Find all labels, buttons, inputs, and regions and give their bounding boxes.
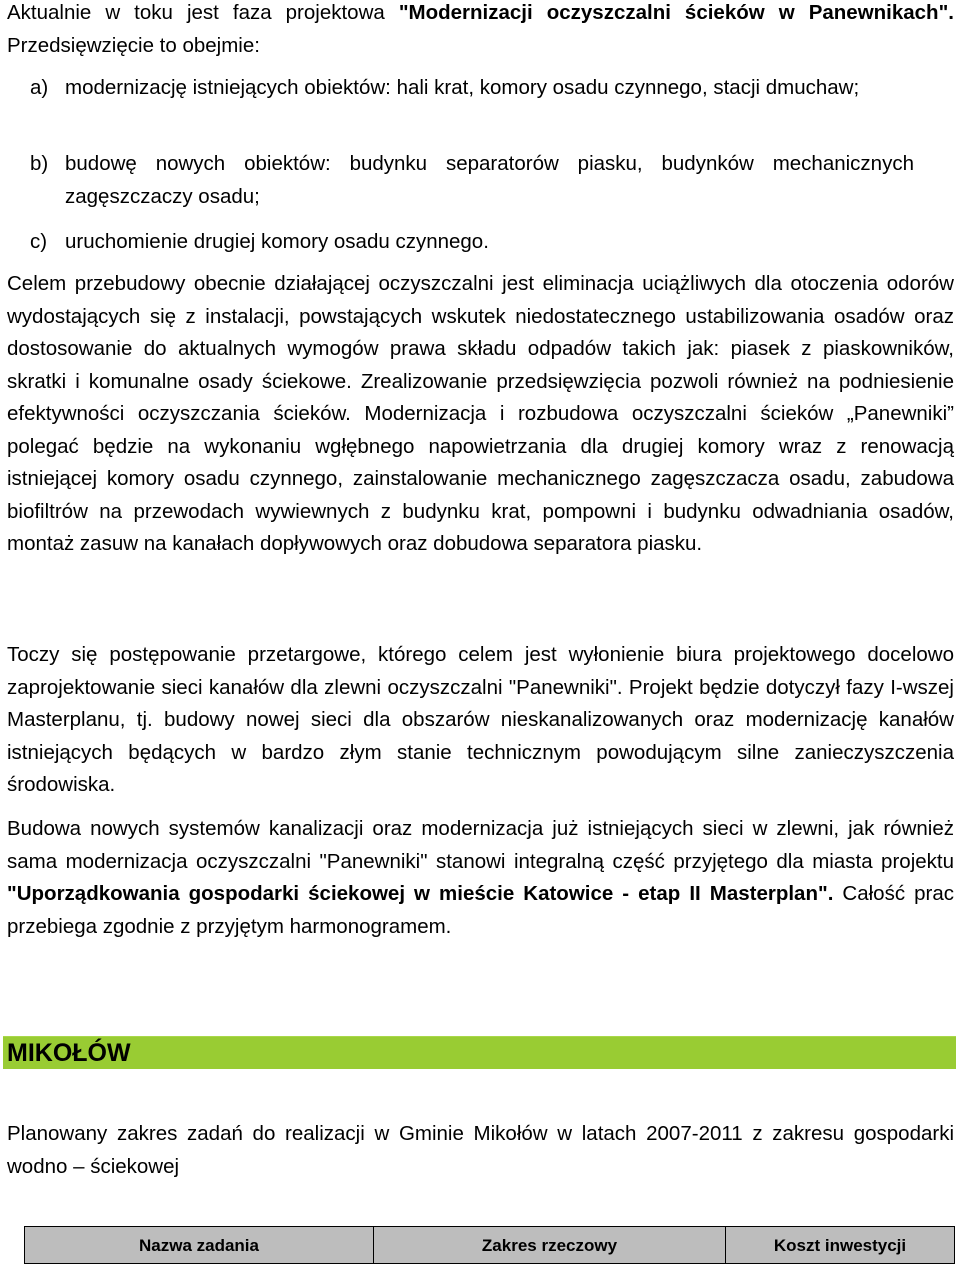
masterplan-text-end: Całość prac przebiega zgodnie z przyjętym harmonogramem. [7, 882, 954, 938]
plan-paragraph: Planowany zakres zadań do realizacji w Gminie Mikołów w latach 2007-2011 z zakresu gospodarki wodno – ściekowej [7, 1122, 954, 1178]
tender-paragraph: Toczy się postępowanie przetargowe, którego celem jest wyłonienie biura projektowego docelowo zaprojektowanie sieci kanałów dla zlewni oczyszczalni "Panewniki". Projekt będzie dotyczył fazy I-wszej Masterplanu, tj. budowy nowej sieci dla obszarów nieskanalizowanych oraz modernizację kanałów istniejących będących w bardzo złym stanie technicznym powodującym silne zanieczyszczenia środowiska. [7, 643, 954, 796]
table-header-task-name: Nazwa zadania [25, 1227, 374, 1263]
list-item-label: b) [30, 152, 49, 175]
list-item-text: modernizację istniejących obiektów: hali krat, komory osadu czynnego, stacji dmuchaw; [65, 76, 860, 99]
list-item-label: a) [30, 76, 49, 99]
intro-paragraph [7, 0, 954, 62]
list-item [30, 147, 914, 213]
masterplan-paragraph [7, 813, 954, 943]
section-header-bar [3, 1036, 956, 1069]
section-title: MIKOŁÓW [7, 1039, 131, 1067]
table-header-scope: Zakres rzeczowy [374, 1227, 726, 1263]
masterplan-bold-project-name: "Uporządkowania gospodarki ściekowej w mieście Katowice - etap II Masterplan". [7, 882, 834, 905]
list-item [30, 225, 914, 258]
masterplan-text: Budowa nowych systemów kanalizacji oraz modernizacja już istniejących sieci w zlewni, jak również sama modernizacja oczyszczalni "Panewniki" stanowi integralną część przyjętego dla miasta projektu [7, 817, 954, 873]
investment-table-header [24, 1226, 955, 1264]
intro-text-end: Przedsięwzięcie to obejmie: [7, 34, 260, 57]
table-header-cost: Koszt inwestycji [773, 1235, 907, 1255]
list-item-label: c) [30, 230, 48, 253]
list-item-text: budowę nowych obiektów: budynku separatorów piasku, budynków mechanicznych zagęszczaczy osadu; [65, 152, 914, 208]
list-item-text: uruchomienie drugiej komory osadu czynnego. [65, 230, 489, 253]
list-item [30, 71, 914, 104]
intro-bold-project-name: "Modernizacji oczyszczalni ścieków w Panewnikach". [398, 1, 954, 24]
intro-text: Aktualnie w toku jest faza projektowa [7, 1, 399, 24]
goal-paragraph: Celem przebudowy obecnie działającej oczyszczalni jest eliminacja uciążliwych dla otoczenia odorów wydostających się z instalacji, powstających wskutek niedostatecznego ustabilizowania osadów oraz dostosowanie do aktualnych wymogów prawa składu odpadów takich jak: piasek z piaskowników, skratki i komunalne osady ściekowe. Zrealizowanie przedsięwzięcia pozwoli również na podniesienie efektywności oczyszczania ścieków. Modernizacja i rozbudowa oczyszczalni ścieków „Panewniki” polegać będzie na wykonaniu wgłębnego napowietrzania dla drugiej komory wraz z renowacją istniejącej komory osadu czynnego, zainstalowanie mechanicznego zagęszczacza osadu, zabudowa biofiltrów na przewodach wywiewnych z budynku krat, pompowni i budynku odwadniania osadów, montaż zasuw na kanałach dopływowych oraz dobudowa separatora piasku. [7, 272, 954, 555]
